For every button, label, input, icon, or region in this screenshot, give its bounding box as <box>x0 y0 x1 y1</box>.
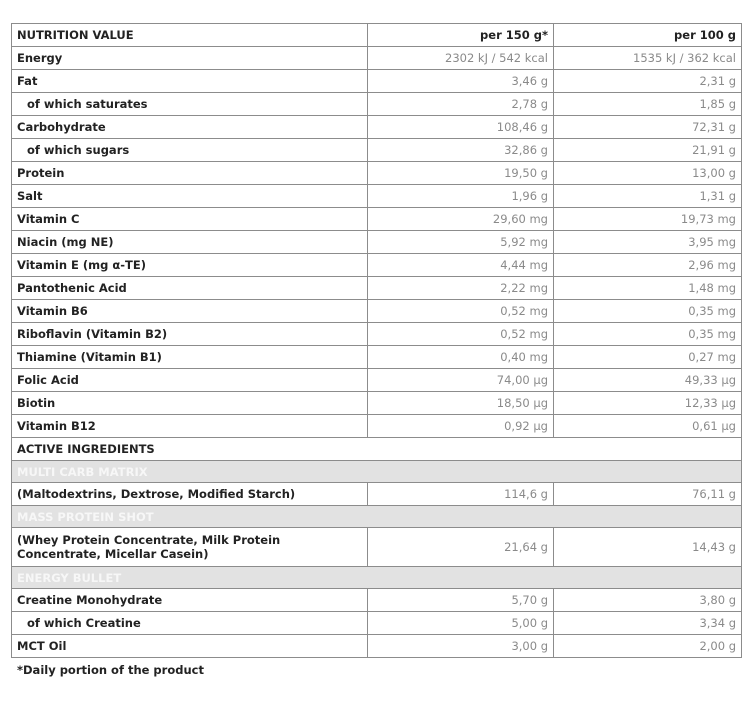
value-per-100g: 72,31 g <box>554 116 742 139</box>
table-row <box>12 612 742 635</box>
table-row <box>12 116 742 139</box>
nutrient-label: of which saturates <box>12 93 368 116</box>
value-per-100g: 3,95 mg <box>554 231 742 254</box>
table-body <box>12 47 742 658</box>
table-row <box>12 231 742 254</box>
value-per-150g: 1,96 g <box>368 185 554 208</box>
section-header <box>12 567 742 589</box>
nutrient-label: Pantothenic Acid <box>12 277 368 300</box>
footnote: *Daily portion of the product <box>17 663 204 677</box>
nutrient-label: (Maltodextrins, Dextrose, Modified Starch) <box>12 483 368 506</box>
value-per-150g: 108,46 g <box>368 116 554 139</box>
value-per-100g: 21,91 g <box>554 139 742 162</box>
table-row <box>12 47 742 70</box>
value-per-150g: 0,40 mg <box>368 346 554 369</box>
value-per-150g: 32,86 g <box>368 139 554 162</box>
value-per-150g: 18,50 µg <box>368 392 554 415</box>
nutrient-label: Fat <box>12 70 368 93</box>
table-row <box>12 415 742 438</box>
value-per-150g: 3,00 g <box>368 635 554 658</box>
value-per-100g: 2,31 g <box>554 70 742 93</box>
value-per-150g: 3,46 g <box>368 70 554 93</box>
nutrient-label: (Whey Protein Concentrate, Milk Protein Concentrate, Micellar Casein) <box>12 528 368 567</box>
section-header <box>12 461 742 483</box>
nutrition-panel <box>11 23 736 677</box>
table-row <box>12 93 742 116</box>
table-row <box>12 528 742 567</box>
nutrient-label: Folic Acid <box>12 369 368 392</box>
value-per-150g: 2,78 g <box>368 93 554 116</box>
section-title: MASS PROTEIN SHOT <box>12 506 742 528</box>
nutrient-label: Vitamin B6 <box>12 300 368 323</box>
table-row <box>12 277 742 300</box>
value-per-100g: 49,33 µg <box>554 369 742 392</box>
nutrient-label: Creatine Monohydrate <box>12 589 368 612</box>
value-per-100g: 0,61 µg <box>554 415 742 438</box>
nutrient-label: of which Creatine <box>12 612 368 635</box>
table-row <box>12 139 742 162</box>
value-per-150g: 114,6 g <box>368 483 554 506</box>
table-row <box>12 254 742 277</box>
value-per-100g: 3,80 g <box>554 589 742 612</box>
value-per-150g: 4,44 mg <box>368 254 554 277</box>
table-row <box>12 346 742 369</box>
table-row <box>12 70 742 93</box>
nutrient-label: Niacin (mg NE) <box>12 231 368 254</box>
table-row <box>12 300 742 323</box>
nutrient-label: of which sugars <box>12 139 368 162</box>
value-per-100g: 0,35 mg <box>554 323 742 346</box>
value-per-150g: 0,52 mg <box>368 323 554 346</box>
value-per-150g: 2302 kJ / 542 kcal <box>368 47 554 70</box>
nutrient-label: MCT Oil <box>12 635 368 658</box>
header-nutrition-value: NUTRITION VALUE <box>12 24 368 47</box>
nutrient-label: Energy <box>12 47 368 70</box>
nutrient-label: Vitamin E (mg α-TE) <box>12 254 368 277</box>
nutrient-label: Biotin <box>12 392 368 415</box>
nutrient-label: Salt <box>12 185 368 208</box>
value-per-150g: 74,00 µg <box>368 369 554 392</box>
value-per-150g: 29,60 mg <box>368 208 554 231</box>
value-per-150g: 5,70 g <box>368 589 554 612</box>
table-row <box>12 635 742 658</box>
value-per-100g: 0,27 mg <box>554 346 742 369</box>
value-per-150g: 0,52 mg <box>368 300 554 323</box>
active-ingredients-row <box>12 438 742 461</box>
value-per-100g: 76,11 g <box>554 483 742 506</box>
value-per-100g: 1,85 g <box>554 93 742 116</box>
value-per-100g: 12,33 µg <box>554 392 742 415</box>
active-ingredients-label: ACTIVE INGREDIENTS <box>12 438 742 461</box>
value-per-100g: 3,34 g <box>554 612 742 635</box>
table-row <box>12 162 742 185</box>
value-per-150g: 5,92 mg <box>368 231 554 254</box>
header-per-150g: per 150 g* <box>368 24 554 47</box>
table-row <box>12 369 742 392</box>
value-per-100g: 1,31 g <box>554 185 742 208</box>
section-title: MULTI CARB MATRIX <box>12 461 742 483</box>
value-per-100g: 1535 kJ / 362 kcal <box>554 47 742 70</box>
value-per-100g: 19,73 mg <box>554 208 742 231</box>
nutrient-label: Vitamin B12 <box>12 415 368 438</box>
nutrient-label: Protein <box>12 162 368 185</box>
table-row <box>12 323 742 346</box>
value-per-100g: 14,43 g <box>554 528 742 567</box>
value-per-150g: 19,50 g <box>368 162 554 185</box>
table-row <box>12 392 742 415</box>
value-per-100g: 2,96 mg <box>554 254 742 277</box>
nutrient-label: Riboflavin (Vitamin B2) <box>12 323 368 346</box>
value-per-150g: 5,00 g <box>368 612 554 635</box>
value-per-100g: 13,00 g <box>554 162 742 185</box>
table-row <box>12 208 742 231</box>
nutrient-label: Carbohydrate <box>12 116 368 139</box>
value-per-100g: 1,48 mg <box>554 277 742 300</box>
value-per-150g: 2,22 mg <box>368 277 554 300</box>
nutrition-table <box>11 23 742 658</box>
table-header-row <box>12 24 742 47</box>
value-per-150g: 0,92 µg <box>368 415 554 438</box>
header-per-100g: per 100 g <box>554 24 742 47</box>
table-row <box>12 185 742 208</box>
value-per-100g: 0,35 mg <box>554 300 742 323</box>
table-row <box>12 483 742 506</box>
table-row <box>12 589 742 612</box>
section-title: ENERGY BULLET <box>12 567 742 589</box>
value-per-150g: 21,64 g <box>368 528 554 567</box>
nutrient-label: Thiamine (Vitamin B1) <box>12 346 368 369</box>
value-per-100g: 2,00 g <box>554 635 742 658</box>
section-header <box>12 506 742 528</box>
nutrient-label: Vitamin C <box>12 208 368 231</box>
